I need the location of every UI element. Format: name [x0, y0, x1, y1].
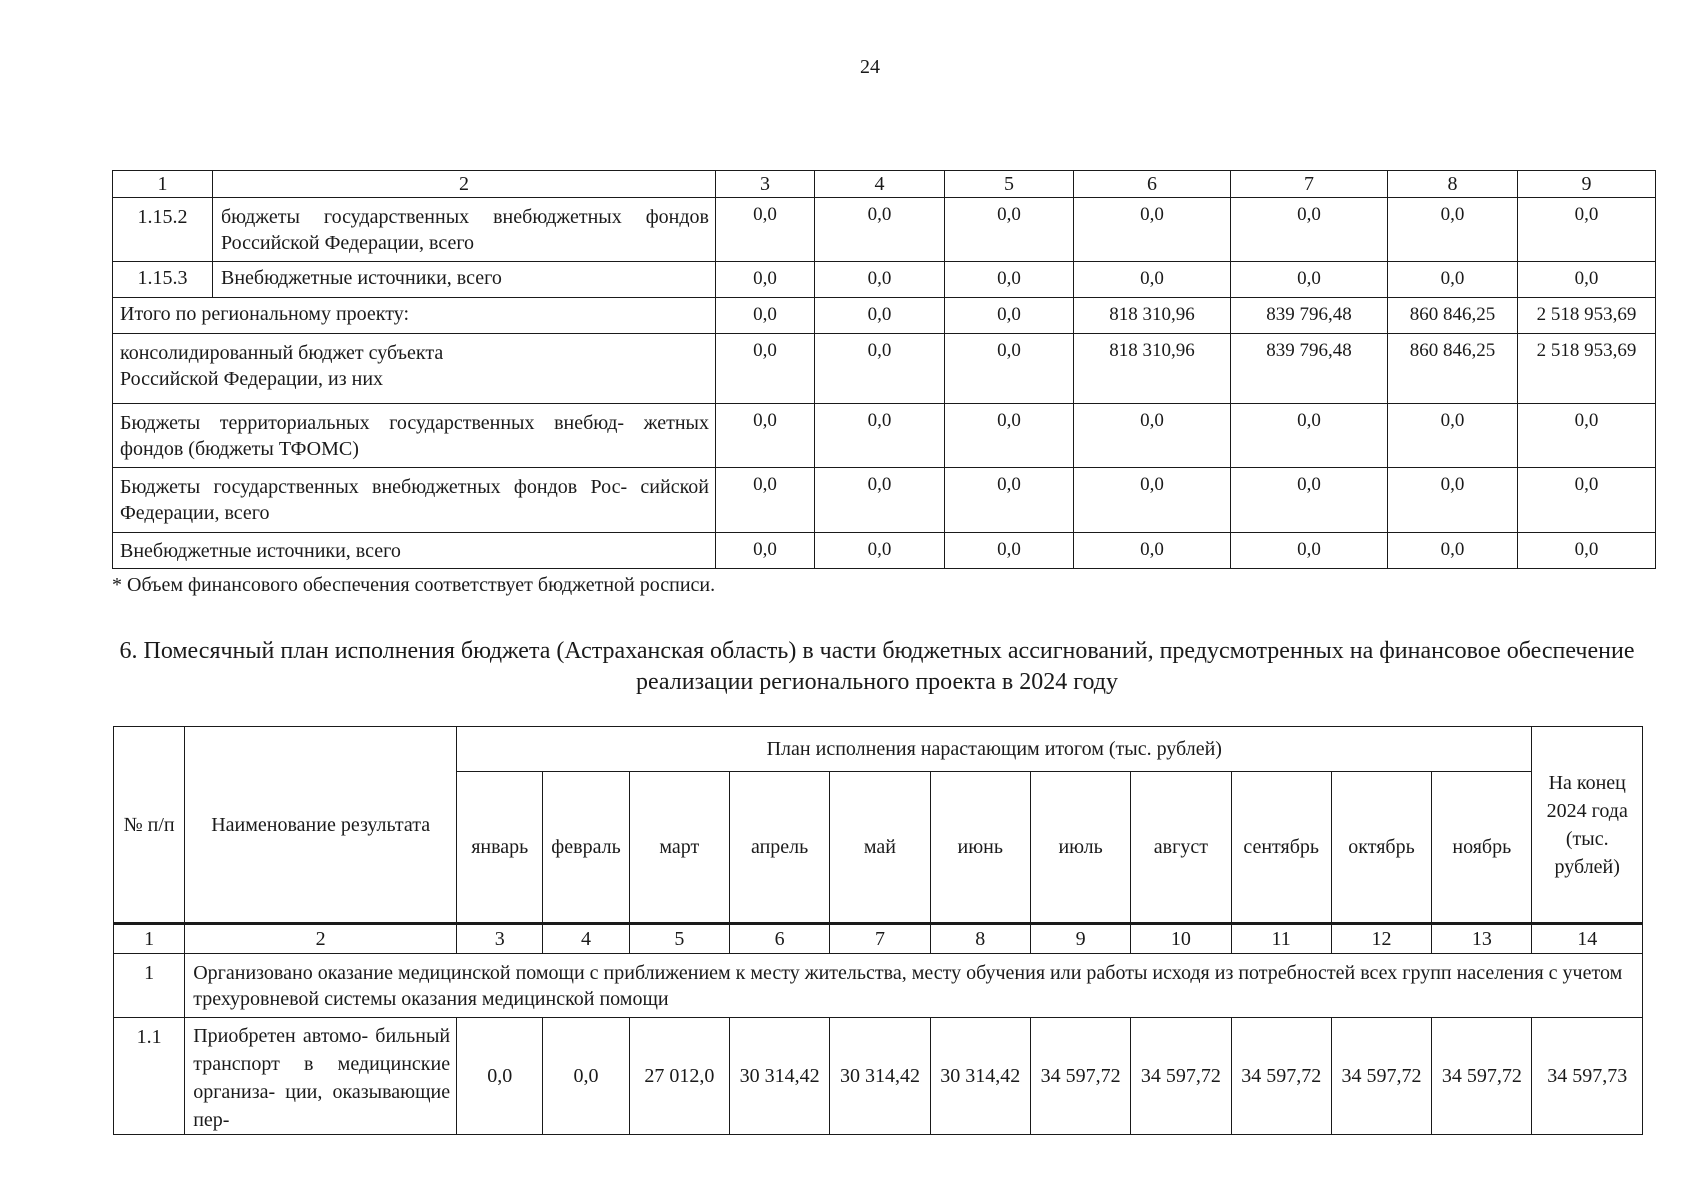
cell-value: 839 796,48 [1231, 334, 1388, 404]
row-name: Внебюджетные источники, всего [113, 533, 716, 569]
cell-value: 0,0 [815, 334, 945, 404]
cell-value: 0,0 [1518, 468, 1656, 533]
cell-value: 0,0 [716, 262, 815, 298]
cell-value: 0,0 [1231, 262, 1388, 298]
monthly-plan-table [113, 726, 1643, 1135]
table-header-row [114, 727, 1643, 772]
result-number: 1.1 [114, 1018, 185, 1135]
cell-value: 0,0 [815, 533, 945, 569]
cell-value: 0,0 [945, 198, 1074, 262]
cell-value: 0,0 [457, 1018, 543, 1135]
row-name: Итого по региональному проекту: [113, 298, 716, 334]
column-numbers-row [114, 924, 1643, 954]
col-number: 1 [114, 924, 185, 954]
cell-value: 0,0 [1518, 533, 1656, 569]
cell-value: 34 597,72 [1231, 1018, 1331, 1135]
cell-value: 860 846,25 [1388, 334, 1518, 404]
month-header: сентябрь [1231, 772, 1331, 924]
month-header: март [629, 772, 729, 924]
row-name: бюджеты государственных внебюджетных фондов Российской Федерации, всего [213, 198, 716, 262]
row-name: Бюджеты территориальных государственных внебюд- жетных фондов (бюджеты ТФОМС) [113, 404, 716, 468]
cell-value: 0,0 [716, 404, 815, 468]
col-number: 8 [1388, 171, 1518, 198]
col-number: 7 [830, 924, 930, 954]
col-header-number: № п/п [114, 727, 185, 924]
cell-value: 0,0 [543, 1018, 629, 1135]
month-header: апрель [729, 772, 829, 924]
table-row [113, 533, 1656, 569]
footnote: * Объем финансового обеспечения соответствует бюджетной росписи. [112, 574, 716, 596]
cell-value: 0,0 [1388, 533, 1518, 569]
cell-value: 0,0 [1388, 198, 1518, 262]
cell-value: 34 597,73 [1532, 1018, 1643, 1135]
month-header: май [830, 772, 930, 924]
cell-value: 0,0 [945, 468, 1074, 533]
cell-value: 34 597,72 [1331, 1018, 1431, 1135]
cell-value: 0,0 [716, 468, 815, 533]
cell-value: 0,0 [945, 298, 1074, 334]
row-name: консолидированный бюджет субъекта Российской Федерации, из них [120, 342, 444, 390]
cell-value: 0,0 [1231, 533, 1388, 569]
cell-value: 30 314,42 [830, 1018, 930, 1135]
table-row [113, 334, 1656, 404]
cell-value: 34 597,72 [1432, 1018, 1532, 1135]
col-number: 2 [213, 171, 716, 198]
table-row [114, 1018, 1643, 1135]
row-name: Внебюджетные источники, всего [213, 262, 716, 298]
cell-value: 0,0 [815, 404, 945, 468]
col-number: 1 [113, 171, 213, 198]
col-number: 8 [930, 924, 1030, 954]
cell-value: 860 846,25 [1388, 298, 1518, 334]
table-header-row [113, 171, 1656, 198]
cell-value: 0,0 [1074, 468, 1231, 533]
cell-value: 27 012,0 [629, 1018, 729, 1135]
col-number: 6 [729, 924, 829, 954]
row-code: 1.15.2 [113, 198, 213, 262]
col-number: 10 [1131, 924, 1231, 954]
cell-value: 0,0 [1518, 198, 1656, 262]
cell-value: 0,0 [1388, 404, 1518, 468]
cell-value: 0,0 [945, 533, 1074, 569]
cell-value: 0,0 [1518, 262, 1656, 298]
cell-value: 0,0 [1074, 262, 1231, 298]
cell-value: 839 796,48 [1231, 298, 1388, 334]
result-name: Приобретен автомо- бильный транспорт в медицинские организа- ции, оказывающие пер- [185, 1018, 457, 1135]
cell-value: 0,0 [716, 298, 815, 334]
col-header-name: Наименование результата [185, 727, 457, 924]
month-header: июнь [930, 772, 1030, 924]
col-number: 5 [629, 924, 729, 954]
cell-value: 2 518 953,69 [1518, 334, 1656, 404]
cell-value: 30 314,42 [729, 1018, 829, 1135]
cell-value: 818 310,96 [1074, 334, 1231, 404]
cell-value: 0,0 [945, 334, 1074, 404]
table-row [113, 468, 1656, 533]
cell-value: 0,0 [1231, 404, 1388, 468]
month-header: июль [1030, 772, 1130, 924]
table-row [113, 298, 1656, 334]
col-header-year-end: На конец 2024 года (тыс. рублей) [1532, 727, 1643, 924]
table-row [113, 198, 1656, 262]
col-number: 2 [185, 924, 457, 954]
cell-value: 0,0 [1388, 262, 1518, 298]
cell-value: 0,0 [716, 533, 815, 569]
cell-value: 0,0 [1074, 533, 1231, 569]
cell-value: 2 518 953,69 [1518, 298, 1656, 334]
col-number: 7 [1231, 171, 1388, 198]
funding-table [112, 170, 1656, 569]
table-row [113, 404, 1656, 468]
cell-value: 0,0 [815, 198, 945, 262]
cell-value: 0,0 [1231, 468, 1388, 533]
col-number: 6 [1074, 171, 1231, 198]
month-header: август [1131, 772, 1231, 924]
row-code: 1.15.3 [113, 262, 213, 298]
cell-value: 0,0 [716, 198, 815, 262]
col-number: 12 [1331, 924, 1431, 954]
col-number: 3 [716, 171, 815, 198]
cell-value: 30 314,42 [930, 1018, 1030, 1135]
col-number: 3 [457, 924, 543, 954]
page-number: 24 [860, 56, 880, 78]
cell-value: 0,0 [945, 262, 1074, 298]
col-number: 9 [1030, 924, 1130, 954]
month-header: январь [457, 772, 543, 924]
row-name: Бюджеты государственных внебюджетных фондов Рос- сийской Федерации, всего [113, 468, 716, 533]
col-number: 4 [815, 171, 945, 198]
cell-value: 0,0 [1074, 404, 1231, 468]
cell-value: 0,0 [1388, 468, 1518, 533]
plan-header: План исполнения нарастающим итогом (тыс. рублей) [457, 727, 1532, 772]
group-row [114, 954, 1643, 1018]
cell-value: 0,0 [815, 262, 945, 298]
section-title: 6. Помесячный план исполнения бюджета (Астраханская область) в части бюджетных ассигнований, предусмотренных на финансовое обеспечение реализации регионального проекта в 2024 году [119, 638, 1635, 695]
cell-value: 0,0 [815, 298, 945, 334]
cell-value: 0,0 [716, 334, 815, 404]
cell-value: 34 597,72 [1131, 1018, 1231, 1135]
cell-value: 0,0 [1074, 198, 1231, 262]
cell-value: 0,0 [815, 468, 945, 533]
cell-value: 34 597,72 [1030, 1018, 1130, 1135]
col-number: 11 [1231, 924, 1331, 954]
col-number: 13 [1432, 924, 1532, 954]
group-text: Организовано оказание медицинской помощи с приближением к месту жительства, месту обучения или работы исходя из потребностей всех групп населения с учетом трехуровневой системы оказания медицинской помощи [185, 954, 1643, 1018]
month-header: ноябрь [1432, 772, 1532, 924]
month-header: октябрь [1331, 772, 1431, 924]
col-number: 4 [543, 924, 629, 954]
table-row [113, 262, 1656, 298]
month-header: февраль [543, 772, 629, 924]
group-number: 1 [114, 954, 185, 1018]
col-number: 9 [1518, 171, 1656, 198]
cell-value: 0,0 [1231, 198, 1388, 262]
cell-value: 0,0 [1518, 404, 1656, 468]
cell-value: 818 310,96 [1074, 298, 1231, 334]
col-number: 14 [1532, 924, 1643, 954]
col-number: 5 [945, 171, 1074, 198]
cell-value: 0,0 [945, 404, 1074, 468]
